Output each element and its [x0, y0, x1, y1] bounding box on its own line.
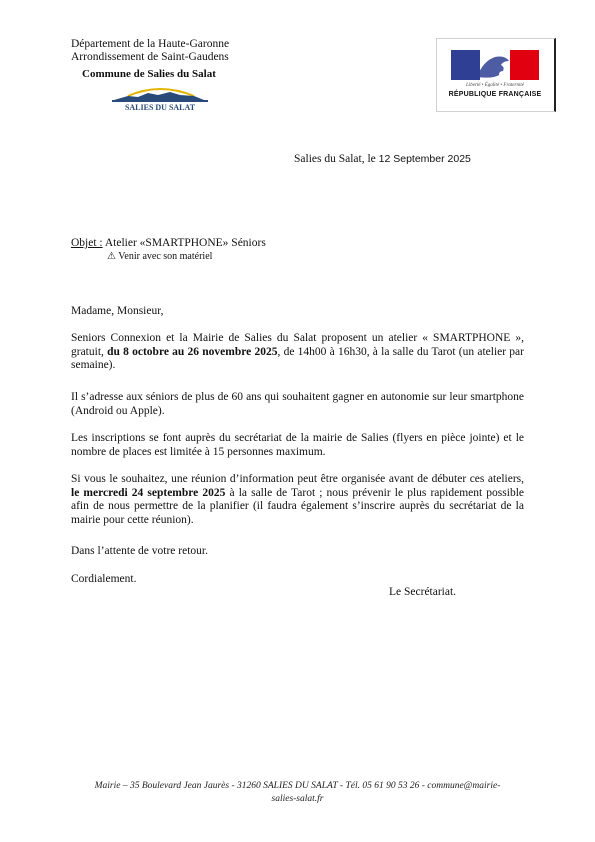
commune-logo	[108, 84, 212, 114]
paragraph-3: Les inscriptions se font auprès du secrétariat de la mairie de Salies (flyers en pièce jointe) et le nombre de places est limitée à 15 personnes maximum.	[71, 432, 524, 458]
footer-line-1: Mairie – 35 Boulevard Jean Jaurès - 31260 SALIES DU SALAT - Tél. 05 61 90 53 26 - commune@mairie-	[94, 781, 501, 791]
french-flag-icon	[451, 50, 539, 80]
arrondissement-line: Arrondissement de Saint-Gaudens	[71, 51, 229, 63]
salutation: Madame, Monsieur,	[71, 305, 164, 317]
republic-motto: Liberté • Égalité • Fraternité	[466, 83, 524, 88]
commune-name: Commune de Salies du Salat	[82, 68, 216, 80]
marianne-profile-icon	[473, 53, 513, 79]
letter-date	[294, 153, 471, 165]
republic-name: RÉPUBLIQUE FRANÇAISE	[448, 91, 542, 98]
paragraph-2: Il s’adresse aux séniors de plus de 60 ans qui souhaitent gagner en autonomie sur leur smartphone (Android ou Apple).	[71, 391, 524, 417]
paragraph-1: Seniors Connexion et la Mairie de Salies du Salat proposent un atelier « SMARTPHONE », gratuit, du 8 octobre au 26 novembre 2025, de 14h00 à 16h30, à la salle du Tarot (un atelier par semaine).	[71, 332, 524, 371]
paragraph-4: Si vous le souhaitez, une réunion d’information peut être organisée avant de débuter ces ateliers, le mercredi 24 septembre 2025 à la salle de Tarot ; nous prévenir le plus rapidement possible afin de nous permettre de la planifier (il faudra également s’inscrire auprès du secrétariat de la mairie pour cette réunion).	[71, 473, 524, 526]
footer-line-2: salies-salat.fr	[271, 794, 324, 804]
commune-logo-graphic	[108, 84, 212, 114]
republique-francaise-logo	[436, 38, 556, 112]
object-label: Objet :	[71, 237, 103, 249]
closing: Cordialement.	[71, 573, 137, 585]
warning-note: ⚠ Venir avec son matériel	[107, 251, 213, 262]
object-line	[71, 237, 266, 249]
footer-address	[66, 780, 529, 806]
date-value: 12 September 2025	[378, 153, 471, 165]
signature: Le Secrétariat.	[389, 586, 457, 598]
paragraph-5: Dans l’attente de votre retour.	[71, 545, 208, 557]
date-prefix: Salies du Salat, le	[294, 153, 379, 165]
logo-text: SALIES DU SALAT	[124, 103, 196, 112]
department-line: Département de la Haute-Garonne	[71, 38, 230, 50]
object-text: Atelier «SMARTPHONE» Séniors	[102, 237, 266, 249]
